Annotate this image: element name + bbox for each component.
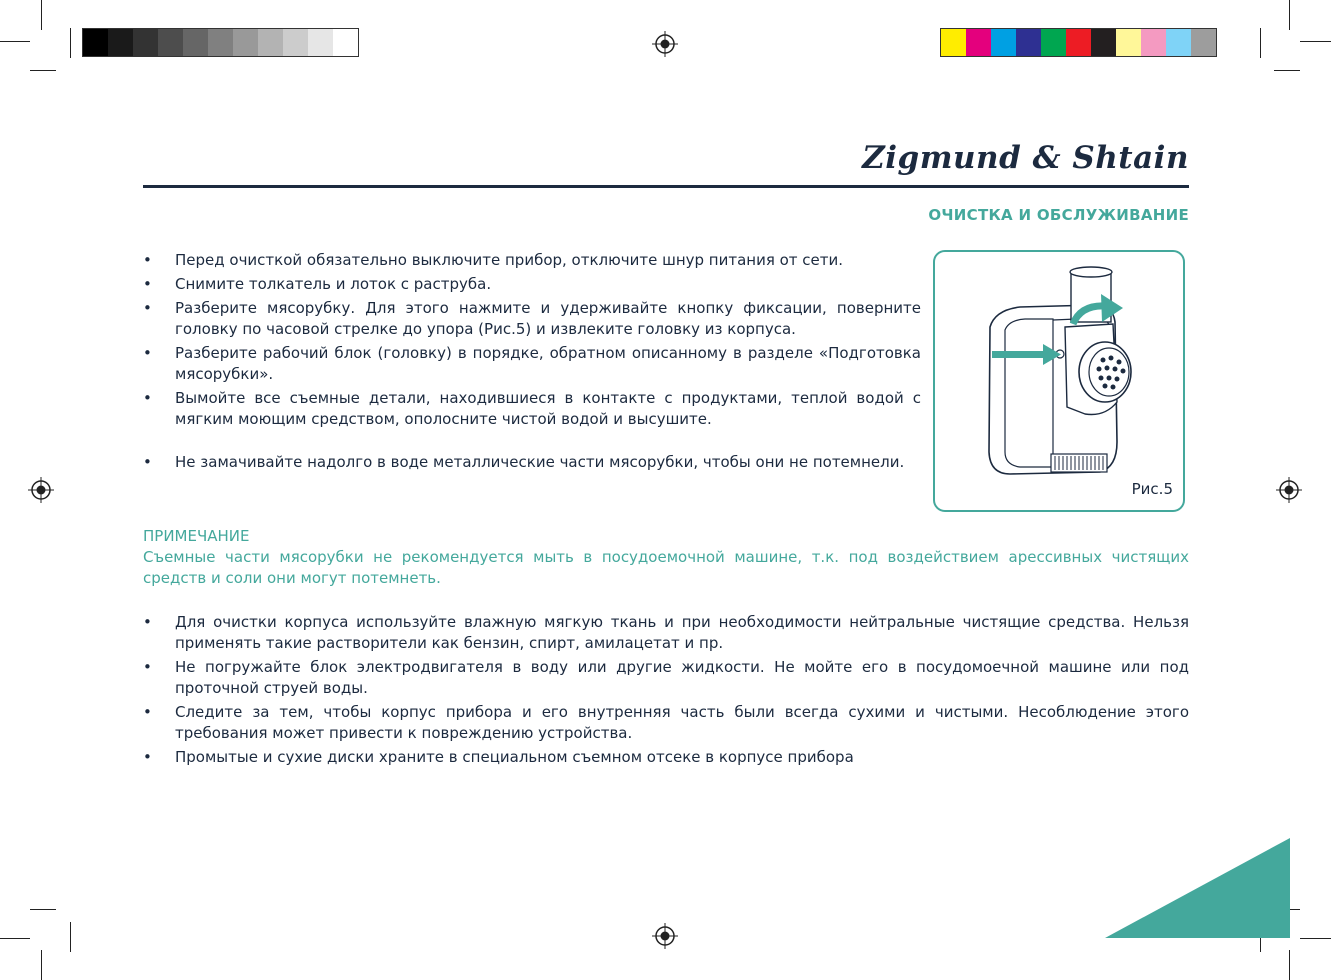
note-text: Съемные части мясорубки не рекомендуется мыть в посудоемочной машине, т.к. под воздействием арессивных чистящих средств и соли они могут потемнеть.: [143, 548, 1189, 587]
note-heading: ПРИМЕЧАНИЕ: [143, 527, 250, 545]
maintenance-list: [143, 612, 1189, 771]
color-swatch: [283, 29, 308, 56]
corner-triangle-decoration: [1105, 838, 1290, 938]
crop-mark: [1274, 70, 1300, 71]
section-title: ОЧИСТКА И ОБСЛУЖИВАНИЕ: [928, 206, 1189, 224]
color-swatch: [1191, 29, 1216, 56]
color-swatch: [991, 29, 1016, 56]
header-divider: [143, 185, 1189, 188]
color-swatch: [208, 29, 233, 56]
color-swatch: [1116, 29, 1141, 56]
list-item: • Снимите толкатель и лоток с раструба.: [143, 274, 921, 295]
color-swatch: [1141, 29, 1166, 56]
list-item: • Не погружайте блок электродвигателя в воду или другие жидкости. Не мойте его в посудомоечной машине или под проточной струей воды.: [143, 657, 1189, 699]
crop-mark: [41, 0, 42, 30]
color-swatch: [133, 29, 158, 56]
crop-mark: [70, 28, 71, 58]
list-item: • Промытые и сухие диски храните в специальном съемном отсеке в корпусе прибора: [143, 747, 1189, 768]
color-swatch: [1091, 29, 1116, 56]
list-item: • Разберите рабочий блок (головку) в порядке, обратном описанному в разделе «Подготовка мясорубки».: [143, 343, 921, 385]
list-item: • Вымойте все съемные детали, находившиеся в контакте с продуктами, теплой водой с мягким моющим средством, ополосните чистой водой и высушите.: [143, 388, 921, 430]
crop-mark: [30, 70, 56, 71]
gray-color-bar: [82, 28, 359, 57]
color-swatch: [333, 29, 358, 56]
list-item: • Следите за тем, чтобы корпус прибора и его внутренняя часть были всегда сухими и чистыми. Несоблюдение этого требования может привести к повреждению устройства.: [143, 702, 1189, 744]
crop-mark: [70, 922, 71, 952]
crop-mark: [30, 909, 56, 910]
list-item: • Разберите мясорубку. Для этого нажмите и удерживайте кнопку фиксации, поверните головку по часовой стрелке до упора (Рис.5) и извлеките головку из корпуса.: [143, 298, 921, 340]
color-swatch: [233, 29, 258, 56]
color-swatch: [258, 29, 283, 56]
color-swatch: [1166, 29, 1191, 56]
registration-mark-icon: [652, 923, 678, 949]
registration-mark-icon: [28, 477, 54, 503]
registration-mark-icon: [652, 31, 678, 57]
color-swatch: [941, 29, 966, 56]
meat-grinder-illustration: [935, 252, 1183, 482]
color-swatch: [83, 29, 108, 56]
figure-caption: Рис.5: [1131, 480, 1173, 498]
color-swatch: [158, 29, 183, 56]
note-block: [143, 526, 1189, 589]
color-swatch: [1016, 29, 1041, 56]
process-color-bar: [940, 28, 1217, 57]
crop-mark: [1300, 41, 1331, 42]
crop-mark: [1260, 28, 1261, 58]
crop-mark: [0, 41, 30, 42]
color-swatch: [108, 29, 133, 56]
cleaning-steps-list: [143, 250, 921, 476]
crop-mark: [1289, 950, 1290, 980]
crop-mark: [41, 950, 42, 980]
brand-logo: Zigmund & Shtain: [862, 140, 1189, 176]
color-swatch: [1041, 29, 1066, 56]
crop-mark: [1300, 938, 1331, 939]
color-swatch: [308, 29, 333, 56]
list-item: • Для очистки корпуса используйте влажную мягкую ткань и при необходимости нейтральные чистящие средства. Нельзя применять такие растворители как бензин, спирт, амилацетат и пр.: [143, 612, 1189, 654]
color-swatch: [966, 29, 991, 56]
figure-5: [933, 250, 1185, 512]
list-item: • Не замачивайте надолго в воде металлические части мясорубки, чтобы они не потемнели.: [143, 452, 921, 473]
registration-mark-icon: [1276, 477, 1302, 503]
crop-mark: [0, 938, 30, 939]
color-swatch: [1066, 29, 1091, 56]
crop-mark: [1289, 0, 1290, 30]
list-item: • Перед очисткой обязательно выключите прибор, отключите шнур питания от сети.: [143, 250, 921, 271]
color-swatch: [183, 29, 208, 56]
